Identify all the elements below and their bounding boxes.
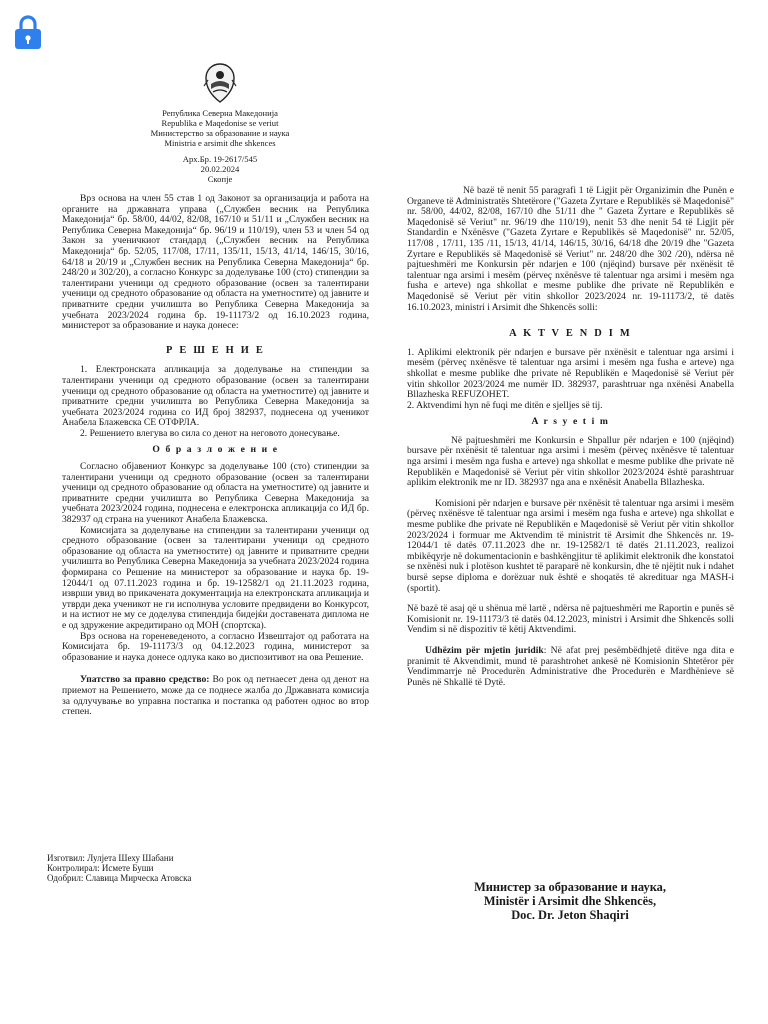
prepared-by-block (47, 853, 191, 883)
left-decision-1: 1. Електронската апликација за доделување на стипендии за талентирани ученици од средното образование (освен за талентирани ученици од средното образование од областа на уметностите) од јавните и приватните средни училишта во Република Северна Македонија за учебната 2023/2024 година со ИД број 382937, поднесена од ученикот Анабела Блажевска СЕ ОТФРЛА. (62, 364, 369, 429)
albanian-column (407, 186, 734, 688)
right-legal-label: Udhëzim për mjetin juridik (425, 644, 544, 656)
right-decision-2: 2. Aktvendimi hyn në fuqi me ditën e sjelljes së tij. (407, 399, 603, 411)
right-heading: A K T V E N D I M (509, 328, 632, 340)
header-country-mk: Република Северна Македонија (162, 108, 278, 118)
prepared-by: Изготвил: Лулјета Шеху Шабани (47, 853, 174, 863)
header-country-al: Republika e Maqedonise se veriut (161, 118, 279, 128)
right-intro: Në bazë të nenit 55 paragrafi 1 të Ligjit për Organizimin dhe Punën e Organeve të Administratës Shtetërore ("Gazeta Zyrtare e Republikës së Maqedonisë" nr. 58/00, 44/02, 82/08, 167/10 dhe 51/11 dhe " Gazeta Zyrtare e Republikës së Maqedonisë së Veriut" nr. 96/19 dhe 110/19), nenit 53 dhe nenit 54 të Ligjit për Standardin e Nxënësve ("Gazeta Zyrtare e Republikës së Maqedonisë" nr. 52/05, 117/08 , 17/11, 135 /11, 15/13, 41/14, 146/15, 30/16, 64/18 dhe 20/19 dhe "Gazeta Zyrtare e Republikës së Maqedonisë së Veriut" nr. 248/20 dhe 302 /20), ndërsa në pajtueshmëri me Konkursin për ndarjen e 100 (njëqind) bursave për nxënësit të talentuar nga arsimi i mesëm (përveç nxënësve të talentuar nga arsimi i mesëm nga fusha e arteve) nga shkollat e mesme publike dhe private në Republikën e Maqedonisë së Veriut për vitin shkollor 2023/2024 nr. 19-11173/2, të datës 16.10.2023, ministri i Arsimit dhe Shkencës solli: (407, 185, 734, 313)
controlled-by: Контролирал: Исмете Буши (47, 863, 154, 873)
document-header (110, 62, 330, 184)
document-city: Скопје (207, 174, 233, 184)
left-legal-remedy (62, 675, 369, 717)
lock-icon[interactable] (13, 13, 43, 51)
left-subheading: О б р а з л о ж е н и е (152, 444, 279, 456)
left-intro: Врз основа на член 55 став 1 од Законот за организација и работа на органите на државната управа („Службен весник на Република Македонија“ бр. 58/00, 44/02, 82/08, 167/10 и 51/11 и „Службен весник на Република Северна Македонија“ бр. 96/19 и 110/19), член 53 и член 54 од Закон за ученичкиот стандард („Службен весник на Република Македонија“ бр. 52/05, 117/08, 17/11, 135/11, 15/13, 41/14, 146/15, 30/16, 64/18 и 20/19 и „Службен весник на Република Северна Македонија“ бр. 248/20 и 302/20), а согласно Конкурс за доделување 100 (сто) стипендии за талентирани ученици од средното образование (освен за талентирани ученици од средното образование од областа на уметностите) од јавните и приватните средни училишта во Република Северна Македонија за учебната 2023/2024 година бр. 19-11173/2 од 16.10.2023 година, министерот за образование и наука донесе: (62, 193, 369, 332)
right-reason-3: Në bazë të asaj që u shënua më lartë , ndërsa në pajtueshmëri me Raportin e punës së Komisionit nr. 19-11173/3 të datës 04.12.2023, ministri i Arsimit dhe Shkencës solli Vendim si në dispozitiv të këtij Aktvendimi. (407, 603, 734, 636)
archive-number: Арх.Бр. 19-2617/545 (182, 154, 258, 164)
right-reason-2: Komisioni për ndarjen e bursave për nxënësit të talentuar nga arsimi i mesëm (përveç nxënësve të talentuar nga arsimi i mesëm nga fusha e arteve) nga shkollat e mesme publike dhe private në Republikën e Maqedonisë së Veriut për vitin shkollor 2023/2024 i formuar me Aktvendim të ministrit të Arsimit dhe Shkencës nr. 19-12044/1 të datës 07.11.2023 dhe nr. 19-12582/1 të datës 21.11.2023, realizoi mbikëqyrje në dokumentacionin e bashkëngjitur të aplikimit elektronik dhe konstatoi se nxënësi nuk i plotëson kushtet të paraparë në konkursin, dhe të njëjtit nuk i ndahet bursë sepse diploma e dorëzuar nuk është e shoqatës të akredituar nga MASH-i (sportit). (407, 497, 734, 594)
approved-by: Одобрил: Славица Мирческа Атовска (47, 873, 192, 883)
left-legal-text: Во рок од петнаесет дена од денот на приемот на Решението, може да се поднесе жалба до Државната комисија за одлучување во управна постапка и постапка од работен однос во втор степен. (62, 674, 369, 718)
left-reason-3: Врз основа на гореневеденото, а согласно Извештајот од работата на Комисијата бр. 19-11173/3 од 04.12.2023 година, министерот за образование и наука донесе одлука како во диспозитивот на ова Решение. (62, 630, 369, 663)
left-heading: Р Е Ш Е Н И Е (166, 344, 265, 356)
left-legal-label: Упатство за правно средство: (80, 674, 210, 686)
right-legal-text: : Në afat prej pesëmbëdhjetë ditëve nga dita e pranimit të Akvendimit, mund të parashtrohet ankesë në Komisionin Shtetëror për Vendimmarrje në Procedurën Administrative dhe Procedurën e Mardhënieve së Punës në Shkallë të Dytë. (407, 644, 735, 688)
right-subheading: A r s y e t i m (531, 416, 610, 428)
header-ministry-al: Ministria e arsimit dhe shkences (164, 138, 276, 148)
right-legal-remedy (407, 646, 734, 688)
signature-name: Doc. Dr. Jeton Shaqiri (511, 908, 629, 922)
document-date: 20.02.2024 (200, 164, 240, 174)
right-reason-1: Në pajtueshmëri me Konkursin e Shpallur për ndarjen e 100 (njëqind) bursave për nxënësit të talentuar nga arsimi i mesëm (përveç nxënësve të talentuar nga arsimi i mesëm nga fusha e arteve) nga shkollat e mesme publike dhe private në Republikën e Maqedonisë së Veriut për vitin shkollor 2023/2024 është parashtruar aplikim elektronik me nr ID. 382937 nga ana e nxënësit Anabella Bllazheska. (407, 434, 734, 489)
signature-title-al: Ministër i Arsimit dhe Shkencës, (483, 894, 657, 908)
coat-of-arms-emblem (202, 62, 238, 104)
right-decision-1: 1. Aplikimi elektronik për ndarjen e bursave për nxënësit e talentuar nga arsimi i mesëm (përveç nxënësve të talentuar nga arsimi i mesëm nga fusha e arteve) nga shkollat e mesme publike dhe private në Republikën e Maqedonisë së Veriut për vitin shkollor 2023/2024 me numër ID. 382937, parashtruar nga nxënësi Anabella Bllazheska REFUZOHET. (407, 346, 734, 401)
left-reason-2: Комисијата за доделување на стипендии за талентирани ученици од средното образование (освен за талентирани ученици од средното образование од областа на уметностите) од јавните и приватните средни училишта во Република Северна Македонија за учебната 2023/2024 година формирана со Решение на министерот за образование и наука бр. 19-12044/1 од 07.11.2023 година и бр. 19-12582/1 од 21.11.2023 година, изврши увид во прикачената документација на електронската апликација и утврди дека ученикот не ги исполнува условите предвидени во Конкурсот, и на истиот не му се доделува стипендија бидејќи доставената диплома не е од здружение акредитирано од МОН (спортска). (62, 524, 369, 631)
left-reason-1: Согласно објавениот Конкурс за доделување 100 (сто) стипендии за талентирани ученици од средното образование (освен за талентирани ученици од средното образование од областа на уметностите) од јавните и приватните средни училишта во Република Северна Македонија за учебната 2023/2024 година, поднесена е електронска апликација со ИД бр. 382937 од страна на ученикот Анабела Блажевска. (62, 461, 369, 526)
signature-title-mk: Министер за образование и наука, (474, 880, 666, 894)
minister-signature-block (440, 880, 700, 922)
header-ministry-mk: Министерство за образование и наука (150, 128, 290, 138)
left-decision-2: 2. Решението влегува во сила со денот на неговото донесување. (80, 427, 340, 439)
macedonian-column (62, 194, 369, 718)
